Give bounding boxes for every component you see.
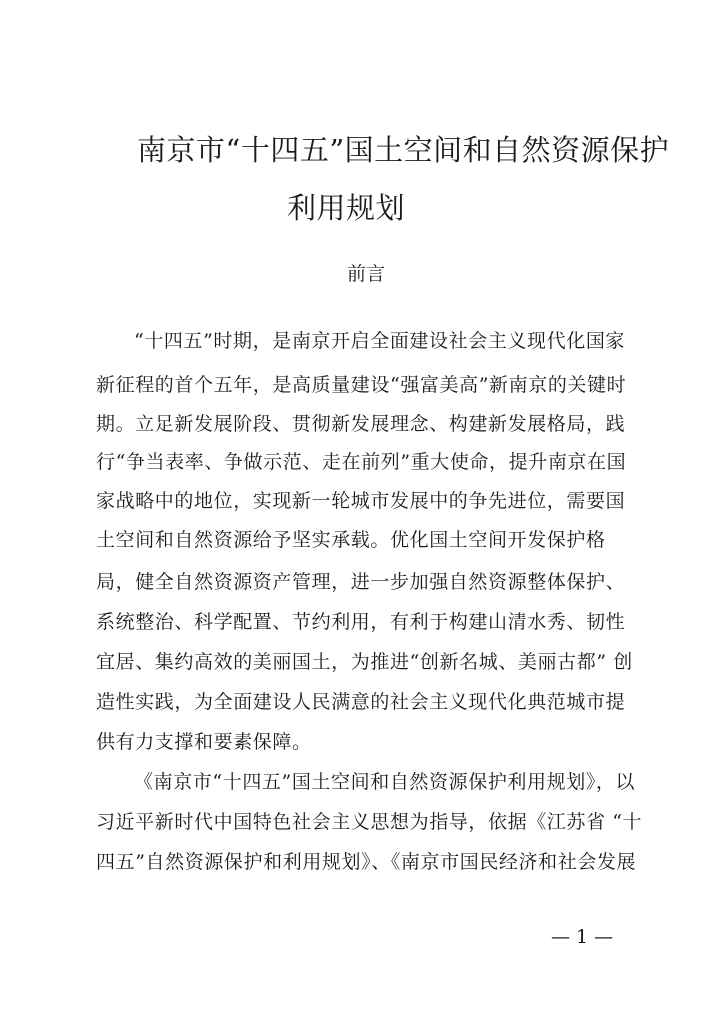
body-line: 局，健全自然资源资产管理，进一步加强自然资源整体保护、 xyxy=(96,571,626,593)
document-title-line-2: 利用规划 xyxy=(287,191,406,225)
body-line: 系统整治、科学配置、节约利用，有利于构建山清水秀、韧性 xyxy=(96,611,626,633)
body-line: 新征程的首个五年，是高质量建设“强富美高”新南京的关键时 xyxy=(96,374,627,396)
page-number: — 1 — xyxy=(551,926,614,948)
section-heading: 前言 xyxy=(347,263,386,285)
body-line: 期。立足新发展阶段、贯彻新发展理念、构建新发展格局，践 xyxy=(96,413,626,435)
body-line: 宜居、集约高效的美丽国土，为推进“创新名城、美丽古都” 创 xyxy=(96,651,633,673)
body-line: 土空间和自然资源给予坚实承载。优化国土空间开发保护格 xyxy=(96,529,606,551)
document-title-line-1: 南京市“十四五”国土空间和自然资源保护 xyxy=(137,133,670,167)
body-line: 四五”自然资源保护和利用规划》、《南京市国民经济和社会发展 xyxy=(96,851,637,873)
body-line: 供有力支撑和要素保障。 xyxy=(96,731,312,753)
body-line: 《南京市“十四五”国土空间和自然资源保护利用规划》，以 xyxy=(134,771,636,793)
body-line: 造性实践，为全面建设人民满意的社会主义现代化典范城市提 xyxy=(96,691,626,713)
body-line: 行“争当表率、争做示范、走在前列”重大使命，提升南京在国 xyxy=(96,451,627,473)
body-line: 习近平新时代中国特色社会主义思想为指导，依据《江苏省 “十 xyxy=(96,811,643,833)
body-line: “十四五”时期，是南京开启全面建设社会主义现代化国家 xyxy=(134,330,626,352)
body-line: 家战略中的地位，实现新一轮城市发展中的争先进位，需要国 xyxy=(96,490,626,512)
